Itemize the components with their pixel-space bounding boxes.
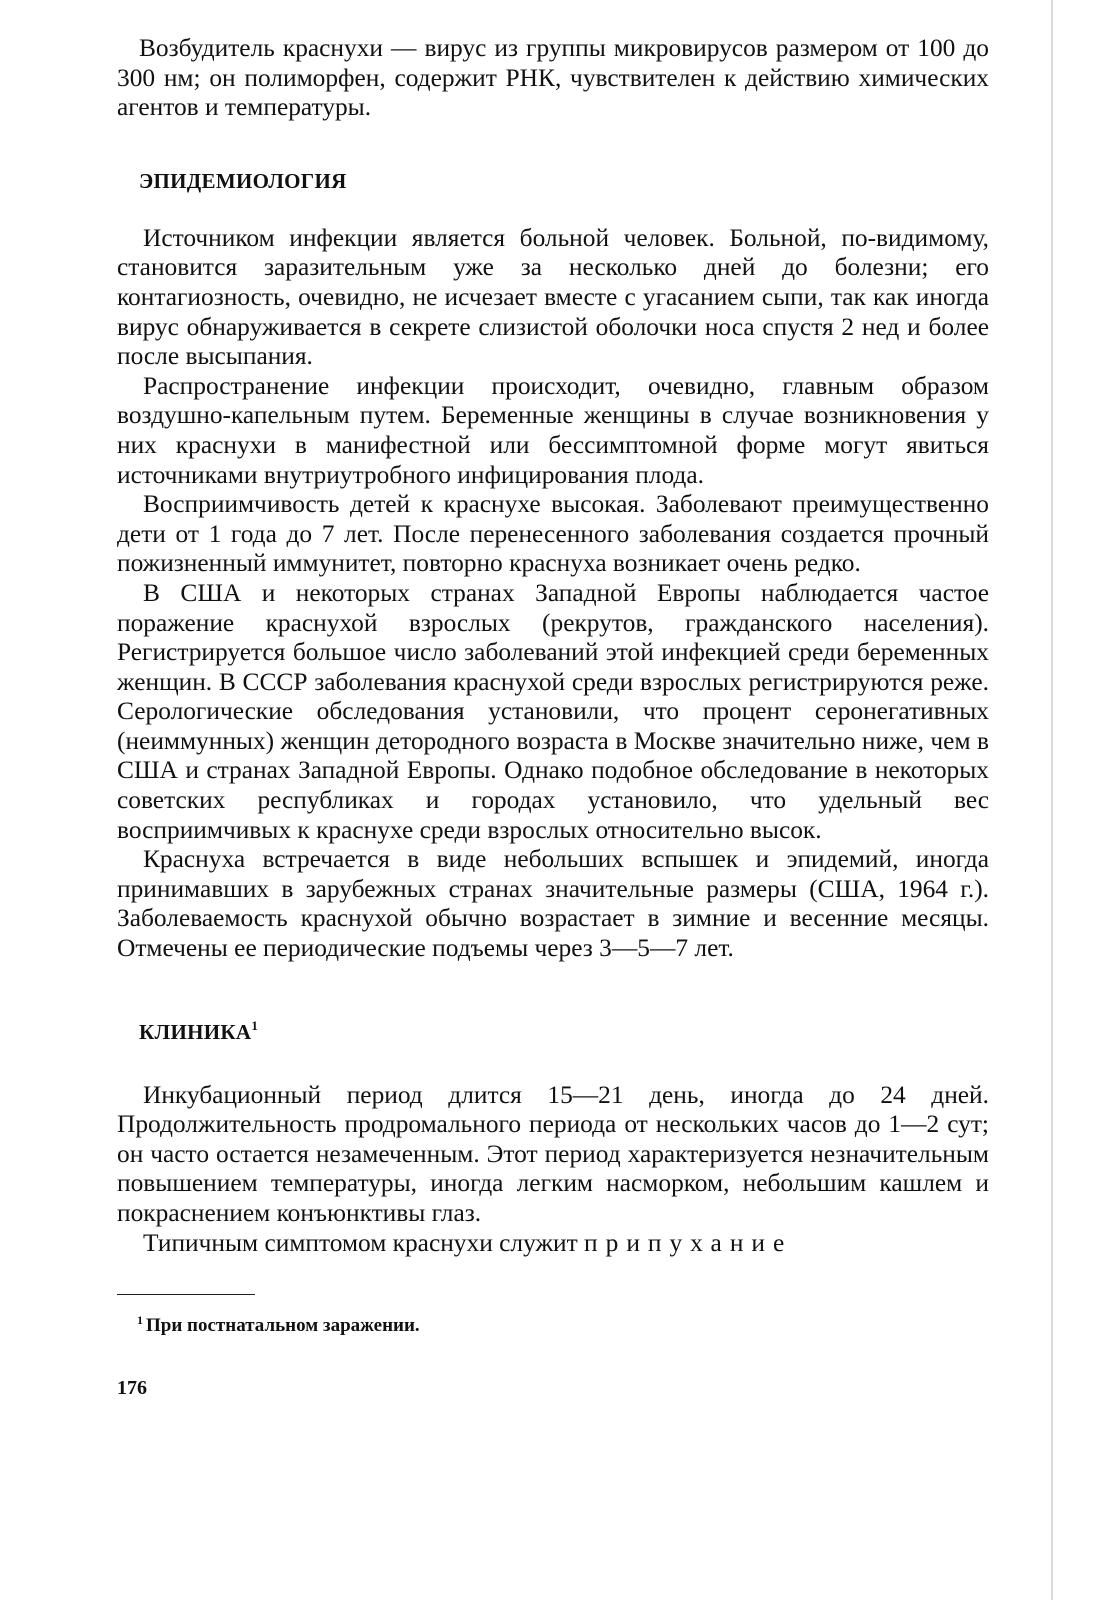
epidemiology-paragraph-5: Краснуха встречается в виде небольших вспышек и эпидемий, иногда принимавших в зарубежных странах значительные размеры (США, 1964 г.). Заболеваемость краснухой обычно возрастает в зимние и весенние месяцы. Отмечены ее периодические подъемы через 3—5—7 лет. bbox=[117, 845, 989, 963]
epidemiology-paragraph-2: Распространение инфекции происходит, очевидно, главным образом воздушно-капельным путем. Беременные женщины в случае возникновения у них краснухи в манифестной или бессимптомной форме могут явиться источниками внутриутробного инфицирования плода. bbox=[117, 371, 989, 489]
epidemiology-heading: ЭПИДЕМИОЛОГИЯ bbox=[139, 168, 347, 193]
clinic-paragraph-2-text: Типичным симптомом краснухи служит bbox=[143, 1228, 578, 1257]
epidemiology-paragraph-3: Восприимчивость детей к краснухе высокая. Заболевают преимущественно дети от 1 года до 7 лет. После перенесенного заболевания создается прочный пожизненный иммунитет, повторно краснуха возникает очень редко. bbox=[117, 490, 989, 578]
intro-paragraph: Возбудитель краснухи — вирус из группы микровирусов размером от 100 до 300 нм; он полиморфен, содержит РНК, чувствителен к действию химических агентов и температуры. bbox=[117, 34, 989, 122]
page-edge bbox=[1051, 0, 1053, 1600]
footnote-mark: 1 bbox=[137, 1313, 143, 1328]
epidemiology-paragraph-1: Источником инфекции является больной человек. Больной, по-видимому, становится заразительным уже за несколько дней до болезни; его контагиозность, очевидно, не исчезает вместе с угасанием сыпи, так как иногда вирус обнаруживается в секрете слизистой оболочки носа спустя 2 нед и более после высыпания. bbox=[117, 223, 989, 371]
epidemiology-paragraph-4: В США и некоторых странах Западной Европы наблюдается частое поражение краснухой взрослых (рекрутов, гражданского населения). Регистрируется большое число заболеваний этой инфекцией среди беременных женщин. В СССР заболевания краснухой среди взрослых регистрируются реже. Серологические обследования установили, что процент серонегативных (неиммунных) женщин детородного возраста в Москве значительно ниже, чем в США и странах Западной Европы. Однако подобное обследование в некоторых советских республиках и городах установило, что удельный вес восприимчивых к краснухе среди взрослых относительно высок. bbox=[117, 578, 989, 844]
footnote-reference: 1 bbox=[251, 1017, 259, 1033]
spaced-emphasis: припухание bbox=[584, 1228, 793, 1257]
clinic-paragraph-1: Инкубационный период длится 15—21 день, иногда до 24 дней. Продолжительность продромального периода от нескольких часов до 1—2 сут; он часто остается незамеченным. Этот период характеризуется незначительным повышением температуры, иногда легким насморком, небольшим кашлем и покраснением конъюнктивы глаз. bbox=[117, 1080, 989, 1227]
clinic-heading-text: КЛИНИКА bbox=[139, 1019, 252, 1044]
footnote-rule bbox=[117, 1294, 255, 1295]
footnote-text: При постнатальном заражении. bbox=[146, 1315, 420, 1337]
document-page bbox=[117, 34, 989, 1400]
footnote bbox=[117, 1309, 989, 1337]
page-number: 176 bbox=[117, 1377, 147, 1400]
clinic-paragraph-2 bbox=[117, 1229, 989, 1259]
clinic-heading bbox=[117, 1018, 989, 1045]
